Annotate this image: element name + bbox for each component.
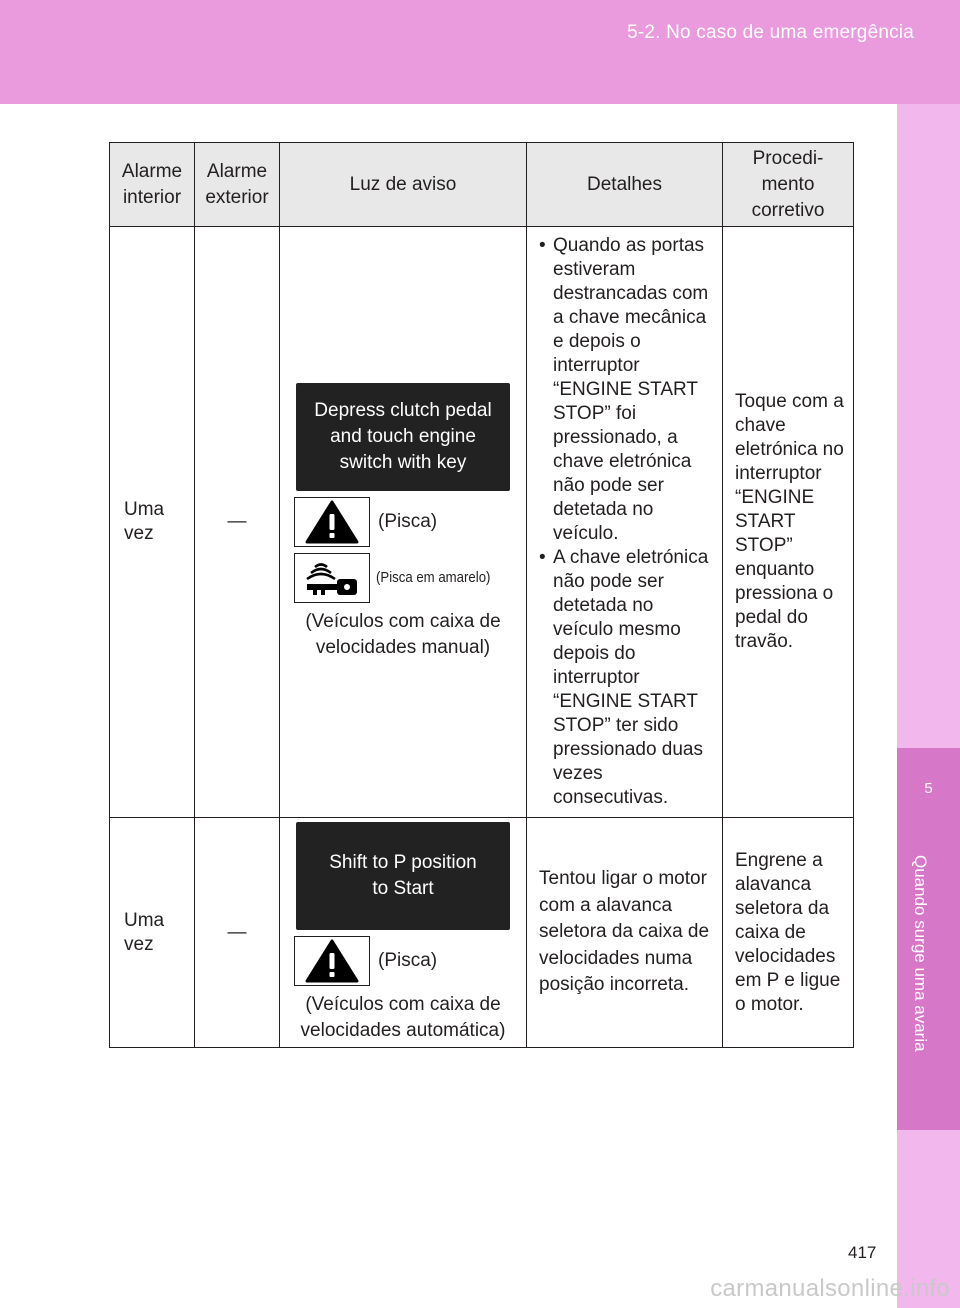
message-display <box>296 822 510 930</box>
message-display <box>296 383 510 491</box>
watermark: carmanualsonline.info <box>710 1275 950 1302</box>
exterior-alarm-cell: — <box>195 818 280 1048</box>
chapter-number: 5 <box>924 780 933 797</box>
icon-caption: (Pisca em amarelo) <box>376 569 491 586</box>
icon-caption: (Pisca) <box>378 949 438 971</box>
display-line: switch with key <box>339 452 467 473</box>
table-row <box>110 818 854 1048</box>
warning-triangle-icon <box>294 497 370 547</box>
procedure-cell: Engrene a alavanca seletora da caixa de velocidades em P e ligue o motor. <box>723 818 854 1048</box>
vehicle-note: (Veículos com caixa de velocidades automática) <box>300 993 506 1041</box>
interior-alarm-cell: Uma vez <box>110 818 195 1048</box>
details-cell <box>527 227 723 818</box>
details-cell: Tentou ligar o motor com a alavanca seletora da caixa de velocidades numa posição incorreta. <box>527 818 723 1048</box>
icon-row <box>294 497 526 547</box>
vehicle-note: (Veículos com caixa de velocidades manual) <box>305 611 501 658</box>
table-header-row <box>110 143 854 227</box>
table-row <box>110 227 854 818</box>
icon-caption: (Pisca) <box>378 511 438 532</box>
warning-triangle-icon <box>294 936 370 986</box>
list-item: • Quando as portas estiveram destrancadas com a chave mecânica e depois o interruptor “ENGINE START STOP” foi pressionado, a chave eletrónica não pode ser detetada no veículo. <box>539 235 709 544</box>
icon-row <box>294 553 526 603</box>
interior-alarm-cell: Uma vez <box>110 227 195 818</box>
header-procedure: Procedi- mento corretivo <box>723 143 854 227</box>
display-line: to Start <box>372 877 434 899</box>
procedure-cell: Toque com a chave eletrónica no interruptor “ENGINE START STOP” enquanto pressiona o pedal do travão. <box>723 227 854 818</box>
section-title: 5-2. No caso de uma emergência <box>627 22 914 43</box>
header-exterior-alarm: Alarme exterior <box>195 143 280 227</box>
header-bar <box>0 0 960 104</box>
warning-table <box>109 142 854 1048</box>
key-signal-icon <box>294 553 370 603</box>
exterior-alarm-cell: — <box>195 227 280 818</box>
warning-light-cell <box>280 227 527 818</box>
display-line: Depress clutch pedal <box>314 400 492 421</box>
header-interior-alarm: Alarme interior <box>110 143 195 227</box>
page-number: 417 <box>848 1243 877 1262</box>
list-item: • A chave eletrónica não pode ser detetada no veículo mesmo depois do interruptor “ENGINE START STOP” ter sido pressionado duas vezes consecutivas. <box>539 547 709 808</box>
display-line: Shift to P position <box>329 851 477 873</box>
icon-row <box>294 936 526 986</box>
chapter-title: Quando surge uma avaria <box>911 855 930 1052</box>
warning-light-cell <box>280 818 527 1048</box>
display-line: and touch engine <box>330 426 476 447</box>
header-details: Detalhes <box>527 143 723 227</box>
header-warning-light: Luz de aviso <box>280 143 527 227</box>
